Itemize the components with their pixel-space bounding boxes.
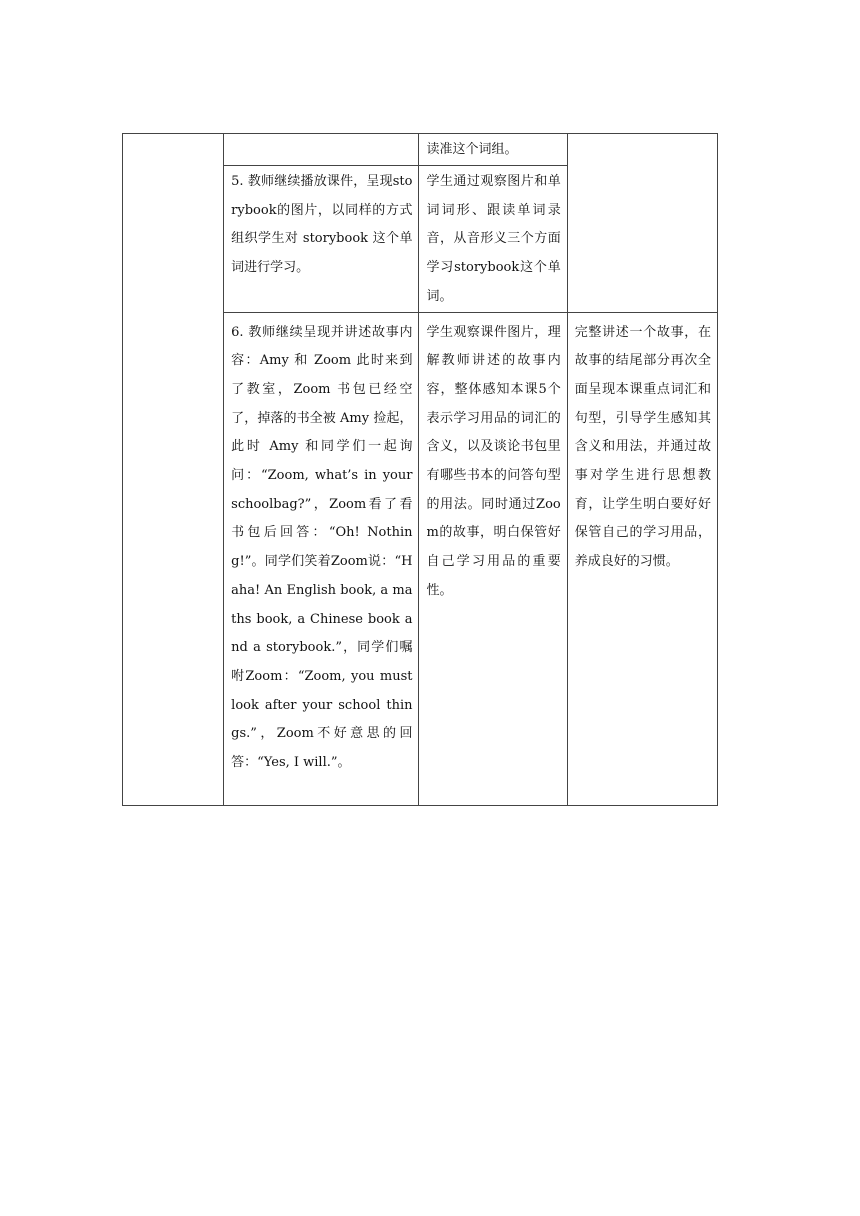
- teacher-activity-cell: [224, 134, 419, 166]
- teacher-activity-text: 6. 教师继续呈现并讲述故事内容：Amy 和 Zoom 此时来到了教室，Zoom 书包已经空了，掉落的书全被 Amy 捡起，此时 Amy 和同学们一起询问：“Zoom, what’s in your schoolbag?”，Zoom看了看书包后回答：“Oh! Nothing!”。同学们笑着Zoom说：“Haha! An English book, a maths book, a Chinese book and a storybook.”，同学们嘱咐Zoom：“Zoom, you must look after your school things.”，Zoom不好意思的回答：“Yes, I will.”。: [231, 324, 413, 771]
- design-intent-cell: [567, 134, 717, 313]
- design-intent-text: 完整讲述一个故事，在故事的结尾部分再次全面呈现本课重点词汇和句型，引导学生感知其含义和用法，并通过故事对学生进行思想教育，让学生明白要好好保管自己的学习用品，养成良好的习惯。: [574, 324, 711, 570]
- teacher-activity-cell: [224, 166, 419, 313]
- student-activity-text: 学生通过观察图片和单词词形、跟读单词录音，从音形义三个方面学习storybook这个单词。: [426, 174, 561, 304]
- teacher-activity-cell: [224, 312, 419, 805]
- student-activity-cell: [419, 312, 567, 805]
- student-activity-text: 读准这个词组。: [426, 142, 518, 157]
- student-activity-text: 学生观察课件图片，理解教师讲述的故事内容，整体感知本课5个表示学习用品的词汇的含义，以及谈论书包里有哪些书本的问答句型的用法。同时通过Zoom的故事，明白保管好自己学习用品的重要性。: [426, 324, 561, 598]
- student-activity-cell: [419, 134, 567, 166]
- stage-cell: [123, 134, 224, 806]
- design-intent-cell: [567, 312, 717, 805]
- table-row: [123, 134, 718, 166]
- lesson-plan-table: [122, 133, 718, 806]
- student-activity-cell: [419, 166, 567, 313]
- teacher-activity-text: 5. 教师继续播放课件，呈现storybook的图片，以同样的方式组织学生对 storybook 这个单词进行学习。: [231, 174, 413, 276]
